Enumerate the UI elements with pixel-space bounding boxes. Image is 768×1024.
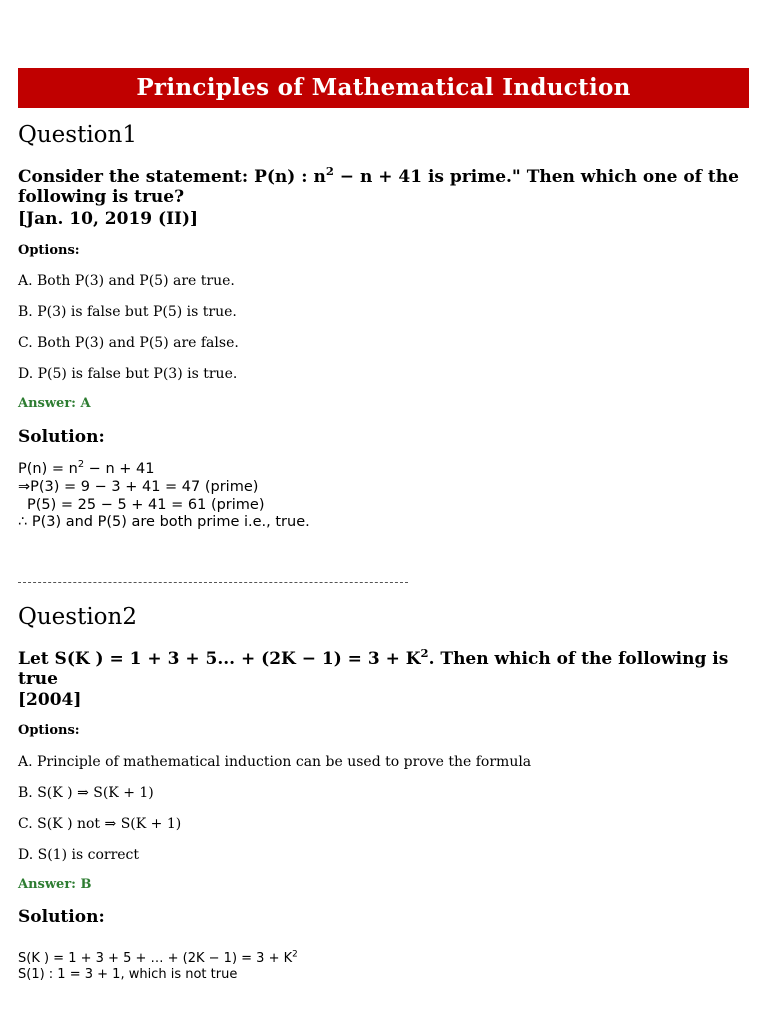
question-1-source: [Jan. 10, 2019 (II)] bbox=[18, 209, 199, 229]
question-1-option-d: D. P(5) is false but P(3) is true. bbox=[18, 366, 238, 382]
question-1-solution-line-3: P(5) = 25 − 5 + 41 = 61 (prime) bbox=[27, 497, 265, 513]
question-2-title: Question2 bbox=[18, 604, 137, 630]
question-2-option-b: B. S(K ) ⇒ S(K + 1) bbox=[18, 785, 154, 801]
question-1-title: Question1 bbox=[18, 122, 137, 148]
question-2-stem-exponent: 2 bbox=[420, 646, 429, 661]
question-1-answer: Answer: A bbox=[18, 396, 91, 411]
q1-sol-line1-a: P(n) = n bbox=[18, 461, 78, 477]
question-2-solution-label: Solution: bbox=[18, 907, 105, 927]
q2-sol-line1-exponent: 2 bbox=[292, 949, 298, 960]
question-2-answer: Answer: B bbox=[18, 877, 92, 892]
question-2-solution-line-2: S(1) : 1 = 3 + 1, which is not true bbox=[18, 967, 238, 982]
question-1-option-b: B. P(3) is false but P(5) is true. bbox=[18, 304, 237, 320]
question-2-stem-part-b: . Then which of the following is true bbox=[18, 649, 729, 689]
question-1-stem-exponent: 2 bbox=[325, 164, 334, 179]
question-2-stem-part-a: Let S(K ) = 1 + 3 + 5... + (2K − 1) = 3 + K bbox=[18, 649, 421, 669]
question-1-solution-label: Solution: bbox=[18, 427, 105, 447]
question-2-option-d: D. S(1) is correct bbox=[18, 847, 140, 863]
question-1-solution-line-1 bbox=[18, 461, 154, 479]
question-2-option-a: A. Principle of mathematical induction can be used to prove the formula bbox=[18, 754, 532, 770]
question-1-options-label: Options: bbox=[18, 243, 80, 258]
question-2-solution-line-1 bbox=[18, 951, 298, 967]
question-2-stem bbox=[18, 646, 748, 689]
question-divider bbox=[18, 582, 408, 583]
q1-sol-line1-b: − n + 41 bbox=[84, 461, 155, 477]
question-2-source: [2004] bbox=[18, 690, 82, 710]
question-1-solution-line-2: ⇒P(3) = 9 − 3 + 41 = 47 (prime) bbox=[18, 479, 259, 495]
question-2-options-label: Options: bbox=[18, 723, 80, 738]
question-2-option-c: C. S(K ) not ⇒ S(K + 1) bbox=[18, 816, 182, 832]
page-title-banner bbox=[18, 68, 749, 108]
question-1-option-a: A. Both P(3) and P(5) are true. bbox=[18, 273, 235, 289]
q2-sol-line1-a: S(K ) = 1 + 3 + 5 + … + (2K − 1) = 3 + K bbox=[18, 951, 293, 966]
question-1-stem bbox=[18, 164, 748, 207]
question-1-stem-part-a: Consider the statement: P(n) : n bbox=[18, 167, 326, 187]
q1-sol-line1-exponent: 2 bbox=[77, 459, 85, 471]
question-1-stem-part-b: − n + 41 is prime." Then which one of the following is true? bbox=[18, 167, 739, 207]
page-title: Principles of Mathematical Induction bbox=[136, 74, 631, 101]
question-1-solution-line-4: ∴ P(3) and P(5) are both prime i.e., true. bbox=[18, 514, 310, 530]
question-1-option-c: C. Both P(3) and P(5) are false. bbox=[18, 335, 239, 351]
